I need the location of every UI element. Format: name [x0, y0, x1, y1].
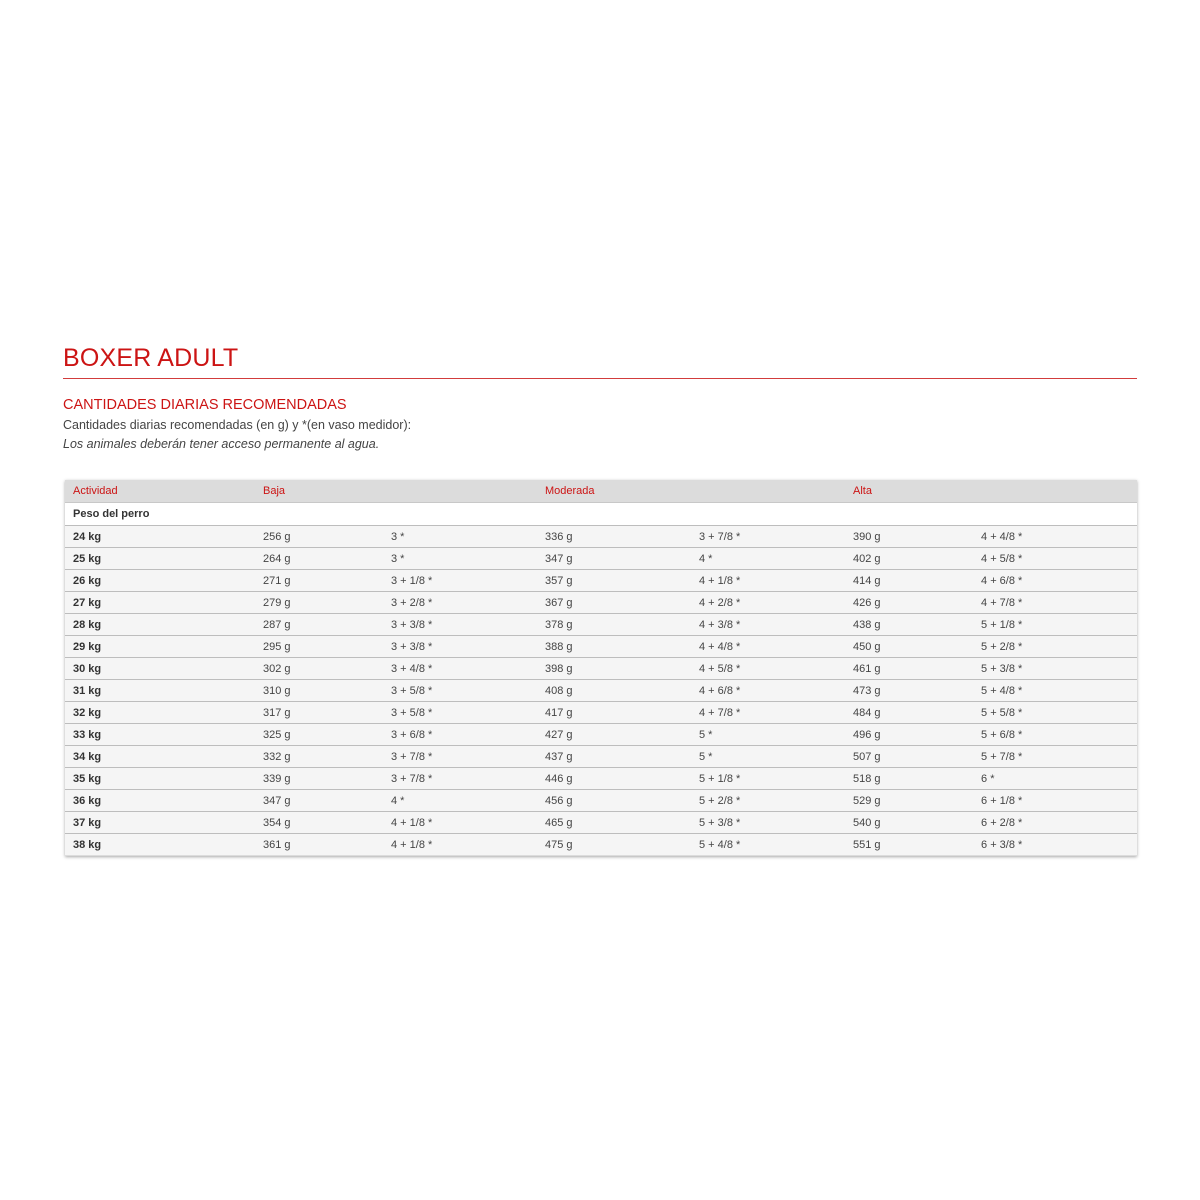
moderada-cups-cell: 5 + 1/8 * [691, 768, 845, 790]
moderada-cups-cell: 5 * [691, 724, 845, 746]
weight-cell: 31 kg [65, 680, 255, 702]
alta-cups-cell: 6 + 1/8 * [973, 790, 1137, 812]
moderada-cups-cell: 4 + 6/8 * [691, 680, 845, 702]
alta-grams-cell: 414 g [845, 570, 973, 592]
table-header-row [65, 480, 1137, 503]
baja-cups-cell: 3 + 5/8 * [383, 680, 537, 702]
table-row [65, 680, 1137, 702]
table-row [65, 812, 1137, 834]
table-row [65, 636, 1137, 658]
alta-cups-cell: 5 + 2/8 * [973, 636, 1137, 658]
alta-grams-cell: 496 g [845, 724, 973, 746]
baja-cups-cell: 3 * [383, 548, 537, 570]
section-subtitle: CANTIDADES DIARIAS RECOMENDADAS [63, 397, 347, 413]
baja-grams-cell: 317 g [255, 702, 383, 724]
alta-cups-cell: 5 + 4/8 * [973, 680, 1137, 702]
table-row [65, 702, 1137, 724]
table-row [65, 570, 1137, 592]
table-row [65, 724, 1137, 746]
alta-cups-cell: 5 + 7/8 * [973, 746, 1137, 768]
moderada-cups-cell: 4 * [691, 548, 845, 570]
alta-cups-cell: 6 * [973, 768, 1137, 790]
baja-grams-cell: 264 g [255, 548, 383, 570]
moderada-grams-cell: 437 g [537, 746, 691, 768]
alta-grams-cell: 438 g [845, 614, 973, 636]
alta-grams-cell: 402 g [845, 548, 973, 570]
title-divider [63, 378, 1137, 379]
moderada-grams-cell: 446 g [537, 768, 691, 790]
alta-grams-cell: 461 g [845, 658, 973, 680]
alta-cups-cell: 4 + 7/8 * [973, 592, 1137, 614]
header-baja: Baja [255, 480, 537, 503]
table-row [65, 768, 1137, 790]
moderada-cups-cell: 5 + 2/8 * [691, 790, 845, 812]
baja-cups-cell: 3 + 6/8 * [383, 724, 537, 746]
weight-cell: 32 kg [65, 702, 255, 724]
alta-grams-cell: 473 g [845, 680, 973, 702]
alta-grams-cell: 426 g [845, 592, 973, 614]
moderada-cups-cell: 4 + 5/8 * [691, 658, 845, 680]
table-row [65, 526, 1137, 548]
alta-cups-cell: 4 + 6/8 * [973, 570, 1137, 592]
baja-grams-cell: 325 g [255, 724, 383, 746]
moderada-grams-cell: 417 g [537, 702, 691, 724]
moderada-grams-cell: 357 g [537, 570, 691, 592]
alta-grams-cell: 518 g [845, 768, 973, 790]
alta-cups-cell: 5 + 6/8 * [973, 724, 1137, 746]
table-row [65, 746, 1137, 768]
baja-grams-cell: 347 g [255, 790, 383, 812]
moderada-grams-cell: 347 g [537, 548, 691, 570]
baja-cups-cell: 3 + 5/8 * [383, 702, 537, 724]
moderada-grams-cell: 465 g [537, 812, 691, 834]
baja-grams-cell: 339 g [255, 768, 383, 790]
moderada-cups-cell: 4 + 3/8 * [691, 614, 845, 636]
weight-cell: 33 kg [65, 724, 255, 746]
subheader-peso: Peso del perro [65, 503, 1137, 526]
baja-cups-cell: 3 + 7/8 * [383, 746, 537, 768]
feeding-table [65, 480, 1137, 856]
moderada-cups-cell: 4 + 4/8 * [691, 636, 845, 658]
baja-cups-cell: 3 + 1/8 * [383, 570, 537, 592]
baja-grams-cell: 310 g [255, 680, 383, 702]
alta-grams-cell: 529 g [845, 790, 973, 812]
moderada-grams-cell: 378 g [537, 614, 691, 636]
baja-grams-cell: 302 g [255, 658, 383, 680]
page-title: BOXER ADULT [63, 344, 239, 372]
alta-grams-cell: 450 g [845, 636, 973, 658]
baja-cups-cell: 3 + 4/8 * [383, 658, 537, 680]
alta-cups-cell: 5 + 1/8 * [973, 614, 1137, 636]
intro-text: Cantidades diarias recomendadas (en g) y *(en vaso medidor): [63, 418, 412, 432]
moderada-cups-cell: 5 + 4/8 * [691, 834, 845, 856]
baja-grams-cell: 354 g [255, 812, 383, 834]
baja-grams-cell: 287 g [255, 614, 383, 636]
baja-cups-cell: 3 + 2/8 * [383, 592, 537, 614]
weight-cell: 35 kg [65, 768, 255, 790]
moderada-cups-cell: 5 * [691, 746, 845, 768]
alta-cups-cell: 6 + 2/8 * [973, 812, 1137, 834]
baja-grams-cell: 295 g [255, 636, 383, 658]
table-row [65, 658, 1137, 680]
moderada-grams-cell: 408 g [537, 680, 691, 702]
alta-grams-cell: 551 g [845, 834, 973, 856]
moderada-cups-cell: 4 + 2/8 * [691, 592, 845, 614]
alta-cups-cell: 4 + 5/8 * [973, 548, 1137, 570]
baja-cups-cell: 3 + 3/8 * [383, 636, 537, 658]
moderada-grams-cell: 456 g [537, 790, 691, 812]
alta-cups-cell: 5 + 3/8 * [973, 658, 1137, 680]
moderada-grams-cell: 398 g [537, 658, 691, 680]
alta-cups-cell: 4 + 4/8 * [973, 526, 1137, 548]
weight-cell: 30 kg [65, 658, 255, 680]
moderada-grams-cell: 367 g [537, 592, 691, 614]
moderada-grams-cell: 427 g [537, 724, 691, 746]
feeding-table-container [65, 480, 1137, 856]
table-row [65, 548, 1137, 570]
weight-cell: 27 kg [65, 592, 255, 614]
weight-cell: 34 kg [65, 746, 255, 768]
moderada-cups-cell: 3 + 7/8 * [691, 526, 845, 548]
weight-cell: 28 kg [65, 614, 255, 636]
header-actividad: Actividad [65, 480, 255, 503]
baja-cups-cell: 3 + 7/8 * [383, 768, 537, 790]
baja-cups-cell: 4 * [383, 790, 537, 812]
header-alta: Alta [845, 480, 1137, 503]
weight-cell: 37 kg [65, 812, 255, 834]
baja-grams-cell: 271 g [255, 570, 383, 592]
moderada-grams-cell: 388 g [537, 636, 691, 658]
table-row [65, 834, 1137, 856]
baja-grams-cell: 332 g [255, 746, 383, 768]
water-note: Los animales deberán tener acceso permanente al agua. [63, 437, 380, 451]
baja-grams-cell: 361 g [255, 834, 383, 856]
weight-cell: 38 kg [65, 834, 255, 856]
baja-cups-cell: 4 + 1/8 * [383, 812, 537, 834]
alta-grams-cell: 484 g [845, 702, 973, 724]
moderada-grams-cell: 475 g [537, 834, 691, 856]
alta-cups-cell: 5 + 5/8 * [973, 702, 1137, 724]
weight-cell: 36 kg [65, 790, 255, 812]
header-moderada: Moderada [537, 480, 845, 503]
moderada-grams-cell: 336 g [537, 526, 691, 548]
alta-grams-cell: 390 g [845, 526, 973, 548]
table-subheader-row [65, 503, 1137, 526]
weight-cell: 29 kg [65, 636, 255, 658]
baja-cups-cell: 3 + 3/8 * [383, 614, 537, 636]
weight-cell: 26 kg [65, 570, 255, 592]
moderada-cups-cell: 4 + 7/8 * [691, 702, 845, 724]
alta-grams-cell: 540 g [845, 812, 973, 834]
weight-cell: 25 kg [65, 548, 255, 570]
weight-cell: 24 kg [65, 526, 255, 548]
baja-cups-cell: 3 * [383, 526, 537, 548]
alta-cups-cell: 6 + 3/8 * [973, 834, 1137, 856]
baja-grams-cell: 256 g [255, 526, 383, 548]
moderada-cups-cell: 5 + 3/8 * [691, 812, 845, 834]
moderada-cups-cell: 4 + 1/8 * [691, 570, 845, 592]
baja-cups-cell: 4 + 1/8 * [383, 834, 537, 856]
alta-grams-cell: 507 g [845, 746, 973, 768]
table-row [65, 790, 1137, 812]
baja-grams-cell: 279 g [255, 592, 383, 614]
table-row [65, 614, 1137, 636]
table-row [65, 592, 1137, 614]
